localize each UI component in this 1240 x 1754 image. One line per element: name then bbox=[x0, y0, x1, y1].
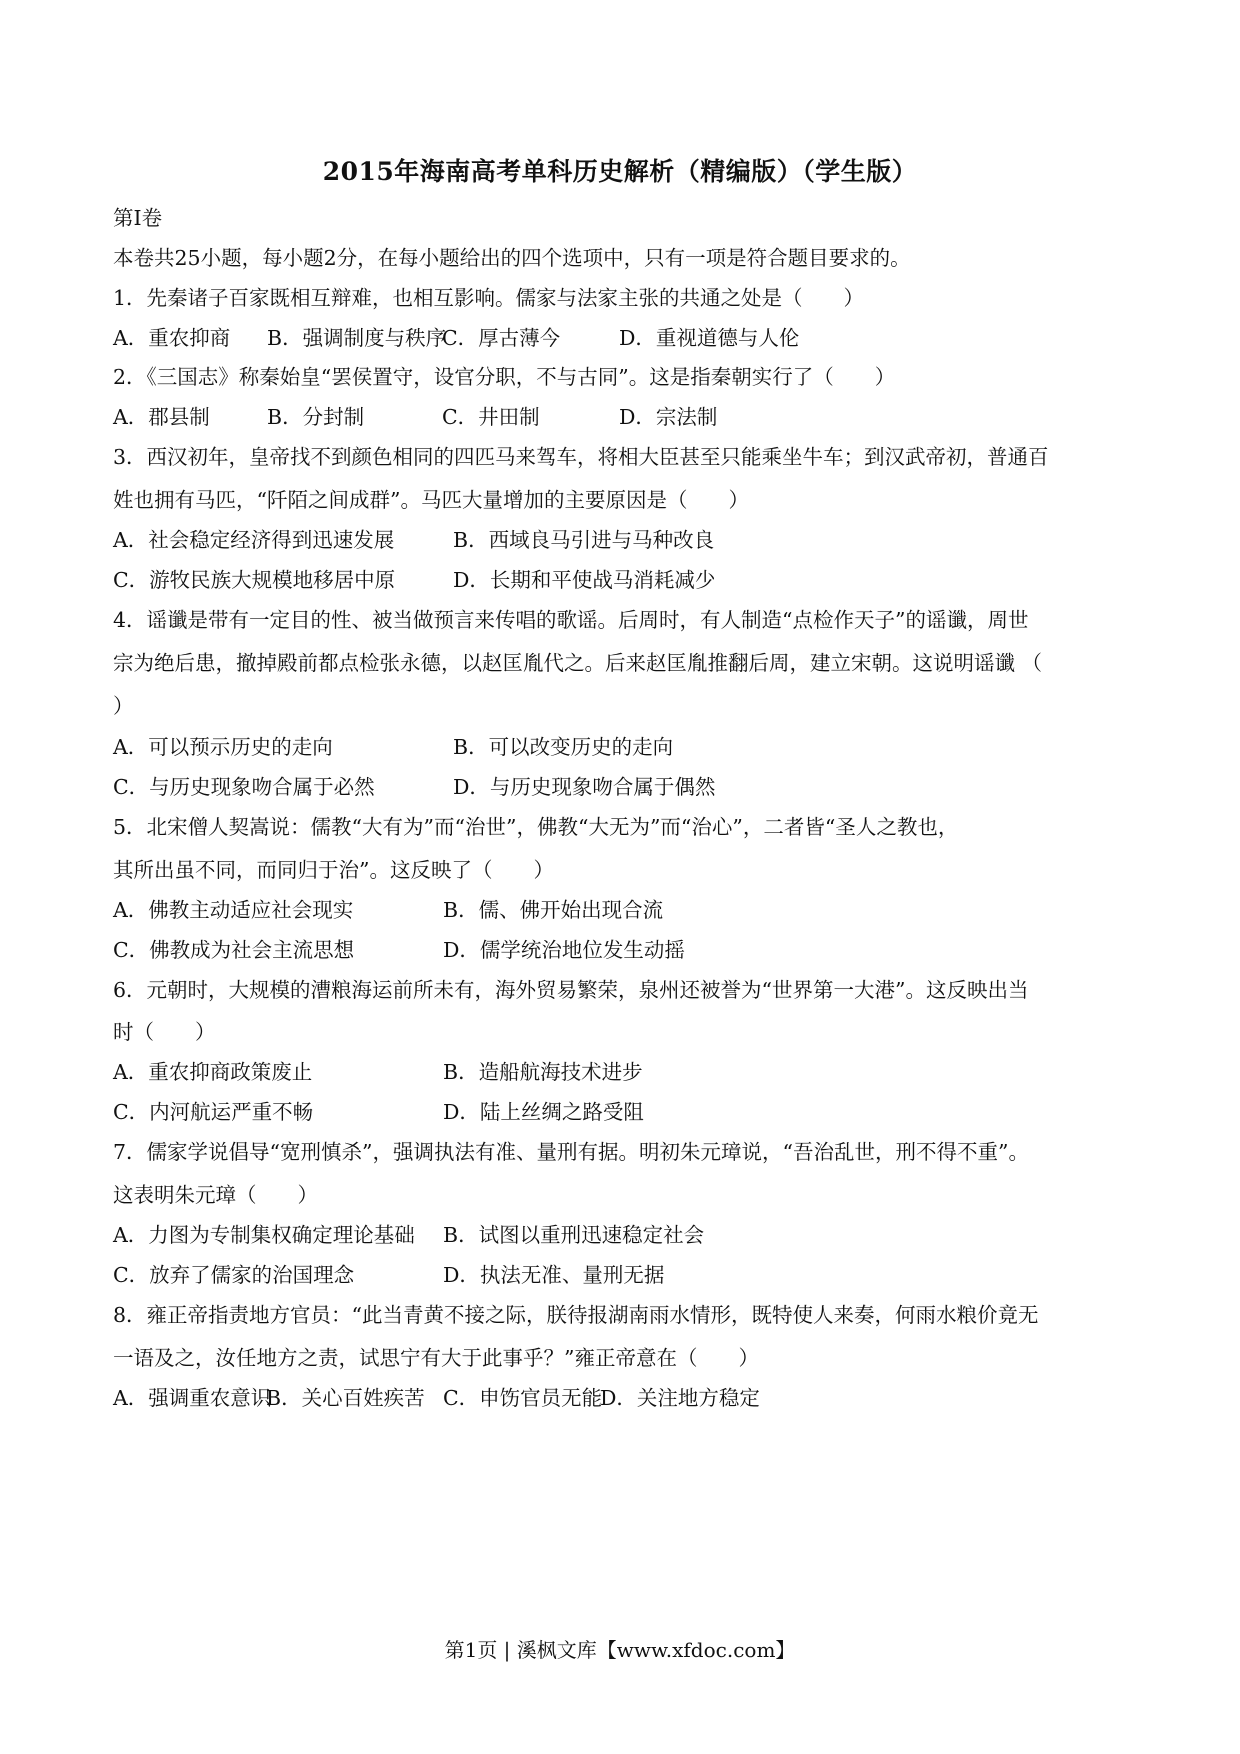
question-2-option-a: A．郡县制 bbox=[113, 405, 210, 429]
question-6-stem-line-1: 6．元朝时，大规模的漕粮海运前所未有，海外贸易繁荣，泉州还被誉为“世界第一大港”。这反映出当 bbox=[113, 978, 1029, 1002]
instructions: 本卷共25小题，每小题2分，在每小题给出的四个选项中，只有一项是符合题目要求的。 bbox=[113, 246, 911, 270]
question-4-option-c: C．与历史现象吻合属于必然 bbox=[113, 775, 375, 799]
question-7-option-c: C．放弃了儒家的治国理念 bbox=[113, 1263, 355, 1287]
question-5-option-d: D．儒学统治地位发生动摇 bbox=[443, 938, 685, 962]
question-7-option-b: B．试图以重刑迅速稳定社会 bbox=[443, 1223, 705, 1247]
question-8-option-b: B．关心百姓疾苦 bbox=[266, 1386, 425, 1410]
question-4-option-b: B．可以改变历史的走向 bbox=[453, 735, 674, 759]
question-8-option-c: C．申饬官员无能 bbox=[443, 1386, 603, 1410]
question-5-stem-line-2: 其所出虽不同，而同归于治”。这反映了（ ） bbox=[113, 858, 554, 882]
question-6-option-c: C．内河航运严重不畅 bbox=[113, 1100, 314, 1124]
question-8-option-a: A．强调重农意识 bbox=[113, 1386, 272, 1410]
question-8-stem-line-2: 一语及之，汝任地方之责，试思宁有大于此事乎？”雍正帝意在（ ） bbox=[113, 1346, 759, 1370]
question-3-option-d: D．长期和平使战马消耗减少 bbox=[453, 568, 716, 592]
question-6-option-a: A．重农抑商政策废止 bbox=[113, 1060, 313, 1084]
page-footer: 第1页 | 溪枫文库【www.xfdoc.com】 bbox=[444, 1638, 796, 1662]
question-6-stem-line-2: 时（ ） bbox=[113, 1020, 216, 1044]
question-8-stem-line-1: 8．雍正帝指责地方官员：“此当青黄不接之际，朕待报湖南雨水情形，既特使人来奏，何雨水粮价竟无 bbox=[113, 1303, 1039, 1327]
question-3-stem-line-1: 3．西汉初年，皇帝找不到颜色相同的四匹马来驾车，将相大臣甚至只能乘坐牛车；到汉武帝初，普通百 bbox=[113, 445, 1049, 469]
question-4-stem-line-3: ） bbox=[113, 694, 134, 718]
question-1-option-a: A．重农抑商 bbox=[113, 326, 231, 350]
question-1-option-c: C．厚古薄今 bbox=[442, 326, 561, 350]
question-3-option-a: A．社会稳定经济得到迅速发展 bbox=[113, 528, 395, 552]
question-4-option-d: D．与历史现象吻合属于偶然 bbox=[453, 775, 716, 799]
question-4-option-a: A．可以预示历史的走向 bbox=[113, 735, 333, 759]
question-5-option-c: C．佛教成为社会主流思想 bbox=[113, 938, 355, 962]
question-1-option-b: B．强调制度与秩序 bbox=[267, 326, 447, 350]
question-3-option-c: C．游牧民族大规模地移居中原 bbox=[113, 568, 396, 592]
question-5-stem-line-1: 5．北宋僧人契嵩说：儒教“大有为”而“治世”，佛教“大无为”而“治心”，二者皆“圣人之教也， bbox=[113, 815, 959, 839]
question-7-option-d: D．执法无准、量刑无据 bbox=[443, 1263, 665, 1287]
document-title: 2015年海南高考单科历史解析（精编版）（学生版） bbox=[322, 157, 918, 186]
question-4-stem-line-2: 宗为绝后患，撤掉殿前都点检张永德，以赵匡胤代之。后来赵匡胤推翻后周，建立宋朝。这说明谣谶 （ bbox=[113, 651, 1043, 675]
question-3-option-b: B．西域良马引进与马种改良 bbox=[453, 528, 715, 552]
question-7-stem-line-2: 这表明朱元璋（ ） bbox=[113, 1183, 318, 1207]
question-2-option-b: B．分封制 bbox=[267, 405, 365, 429]
question-1-option-d: D．重视道德与人伦 bbox=[619, 326, 800, 350]
section-heading: 第I卷 bbox=[113, 206, 163, 230]
question-6-option-b: B．造船航海技术进步 bbox=[443, 1060, 643, 1084]
question-2-stem: 2．《三国志》称秦始皇“罢侯置守，设官分职，不与古同”。这是指秦朝实行了（ ） bbox=[113, 365, 896, 389]
question-2-option-c: C．井田制 bbox=[442, 405, 540, 429]
question-5-option-a: A．佛教主动适应社会现实 bbox=[113, 898, 354, 922]
question-3-stem-line-2: 姓也拥有马匹，“阡陌之间成群”。马匹大量增加的主要原因是（ ） bbox=[113, 488, 749, 512]
question-1-stem: 1．先秦诸子百家既相互辩难，也相互影响。儒家与法家主张的共通之处是（ ） bbox=[113, 286, 865, 310]
question-6-option-d: D．陆上丝绸之路受阻 bbox=[443, 1100, 644, 1124]
question-8-option-d: D．关注地方稳定 bbox=[600, 1386, 760, 1410]
question-7-option-a: A．力图为专制集权确定理论基础 bbox=[113, 1223, 415, 1247]
question-7-stem-line-1: 7．儒家学说倡导“宽刑慎杀”，强调执法有准、量刑有据。明初朱元璋说，“吾治乱世，刑不得不重”。 bbox=[113, 1140, 1029, 1164]
question-5-option-b: B．儒、佛开始出现合流 bbox=[443, 898, 664, 922]
question-4-stem-line-1: 4．谣谶是带有一定目的性、被当做预言来传唱的歌谣。后周时，有人制造“点检作天子”的谣谶，周世 bbox=[113, 608, 1029, 632]
question-2-option-d: D．宗法制 bbox=[619, 405, 718, 429]
